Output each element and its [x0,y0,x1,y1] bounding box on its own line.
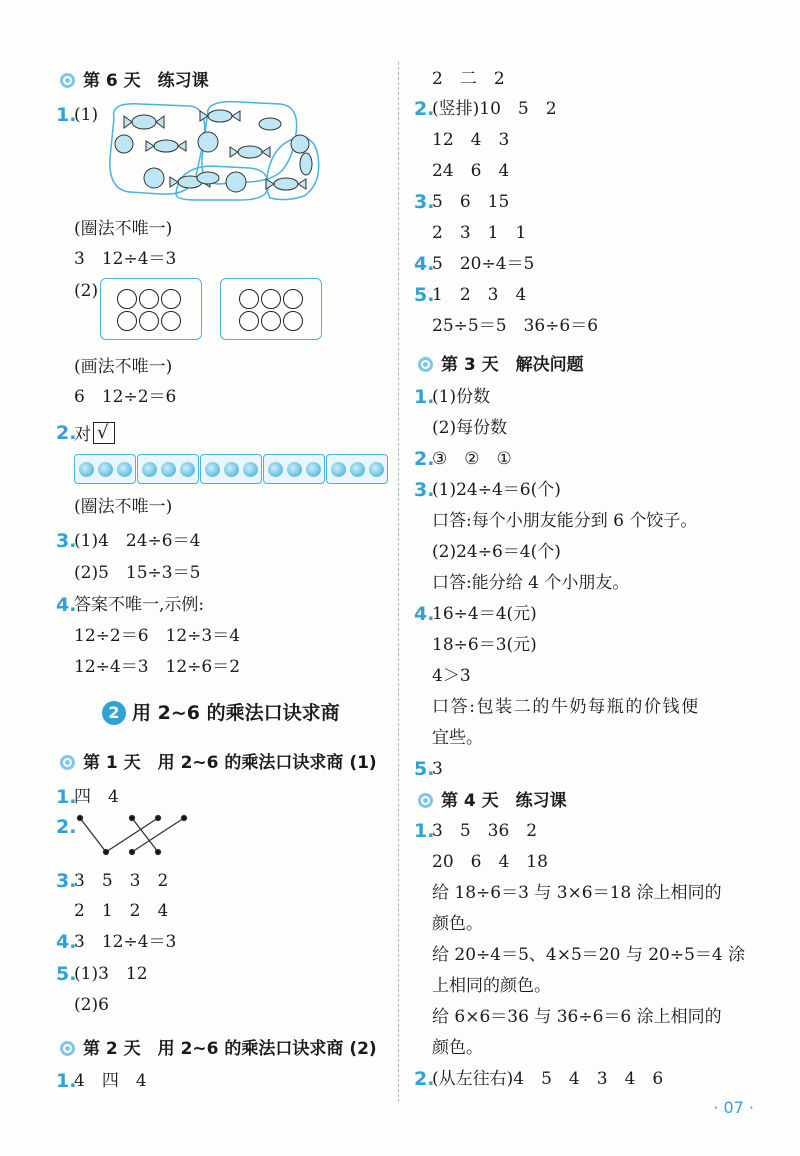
circle-shape [117,311,137,331]
answer-text: 给 18÷6＝3 与 3×6＝18 涂上相同的 [432,883,722,903]
answer-text: 颜色。 [432,914,483,934]
answer-text: 12÷4＝3 12÷6＝2 [74,657,241,677]
circle-shape [139,311,159,331]
question-number: 2. [414,1068,435,1090]
page-number: · 07 · [713,1098,754,1117]
section-heading-day3: 第 3 天 解决问题 [418,354,584,376]
bead-icon [369,462,384,477]
answer-text: (2)每份数 [432,418,508,438]
answer-text: 3 12÷4＝3 [74,932,177,952]
bead-icon [287,462,302,477]
chapter-heading: 2 用 2~6 的乘法口诀求商 [102,700,340,726]
circle-bullet-icon [60,1041,75,1056]
question-number: 1. [56,1070,77,1092]
bead-icon [331,462,346,477]
answer-text: 3 5 36 2 [432,821,538,841]
answer-text [74,422,115,446]
question-number: 3. [414,191,435,213]
bead-icon [205,462,220,477]
answer-text: 2 1 2 4 [74,901,169,921]
answer-text: 20 6 4 18 [432,852,548,872]
sub-label: (1) [74,105,99,125]
answer-text: 宜些。 [432,728,483,748]
question-number: 3. [414,479,435,501]
sub-label: (2) [74,281,99,301]
bead-group [137,454,199,484]
circle-shape [117,289,137,309]
answer-text: 12÷2＝6 12÷3＝4 [74,626,241,646]
bead-icon [243,462,258,477]
section-heading-day1: 第 1 天 用 2~6 的乘法口诀求商 (1) [60,752,377,774]
answer-text: 12 4 3 [432,130,510,150]
circle-shape [261,311,281,331]
answer-text: 上相同的颜色。 [432,976,551,996]
answer-text: (1)4 24÷6＝4 [74,531,201,551]
answer-text: (2)6 [74,995,109,1015]
bead-group [74,454,136,484]
answer-text: (2)5 15÷3＝5 [74,563,201,583]
answer-text: 3 [432,759,443,779]
circle-shape [239,289,259,309]
answer-word: 对 [74,425,91,445]
question-number: 3. [56,530,77,552]
answer-text: (从左往右)4 5 4 3 4 6 [432,1069,664,1089]
chapter-number-badge: 2 [102,701,126,725]
answer-text: 4 四 4 [74,1071,147,1091]
bead-icon [350,462,365,477]
section-heading-day2: 第 2 天 用 2~6 的乘法口诀求商 (2) [60,1038,377,1060]
answer-text: 6 12÷2＝6 [74,387,177,407]
question-number: 4. [56,594,77,616]
question-number: 2. [56,816,77,838]
section-heading-day4: 第 4 天 练习课 [418,790,567,812]
answer-text: (1)份数 [432,387,491,407]
answer-text: 2 3 1 1 [432,223,527,243]
answer-text: 口答:能分给 4 个小朋友。 [432,573,630,593]
bead-icon [306,462,321,477]
column-divider [398,62,399,1102]
answer-text: 给 6×6＝36 与 36÷6＝6 涂上相同的 [432,1007,722,1027]
circle-bullet-icon [60,73,75,88]
circle-bullet-icon [60,755,75,770]
bead-group [263,454,325,484]
bead-icon [79,462,94,477]
question-number: 1. [414,386,435,408]
circle-shape [283,311,303,331]
question-number: 4. [414,253,435,275]
bead-icon [117,462,132,477]
note-text: (圈法不唯一) [74,219,173,239]
answer-text: 颜色。 [432,1038,483,1058]
bead-group [326,454,388,484]
answer-text: 5 20÷4＝5 [432,254,535,274]
circle-group-box [220,278,322,340]
bead-icon [142,462,157,477]
question-number: 1. [414,820,435,842]
bead-group [200,454,262,484]
answer-text: 1 2 3 4 [432,285,527,305]
circle-shape [139,289,159,309]
matching-lines-figure [72,810,196,860]
note-text: (画法不唯一) [74,357,173,377]
answer-text: (竖排)10 5 2 [432,99,557,119]
answer-text: 口答:包装二的牛奶每瓶的价钱便 [432,697,700,717]
note-text: (圈法不唯一) [74,497,173,517]
bead-row-figure [74,454,390,484]
answer-text: ③ ② ① [432,449,512,469]
bead-icon [161,462,176,477]
bead-icon [268,462,283,477]
candy-grouping-figure [100,98,328,202]
checkbox [93,422,115,444]
answer-text: 5 6 15 [432,192,510,212]
answer-text: 25÷5＝5 36÷6＝6 [432,316,599,336]
circle-bullet-icon [418,793,433,808]
checkmark-icon: √ [97,422,109,443]
answer-text: 口答:每个小朋友能分到 6 个饺子。 [432,511,698,531]
question-number: 4. [56,931,77,953]
circle-shape [161,289,181,309]
circle-shape [161,311,181,331]
circle-group-box [100,278,202,340]
question-number: 4. [414,603,435,625]
answer-text: (2)24÷6＝4(个) [432,542,561,562]
answer-text: 24 6 4 [432,161,510,181]
answer-text: (1)24÷4＝6(个) [432,480,561,500]
answer-text: 4＞3 [432,666,471,686]
question-number: 1. [56,786,77,808]
circle-bullet-icon [418,357,433,372]
question-number: 2. [414,98,435,120]
answer-text: 3 12÷4＝3 [74,249,177,269]
question-number: 5. [56,963,77,985]
answer-text: 3 5 3 2 [74,871,169,891]
circle-shape [239,311,259,331]
question-number: 2. [56,422,77,444]
answer-text: 答案不唯一,示例: [74,595,205,615]
circle-shape [283,289,303,309]
question-number: 5. [414,284,435,306]
question-number: 2. [414,448,435,470]
question-number: 1. [56,104,77,126]
answer-text: 四 4 [74,787,119,807]
question-number: 3. [56,870,77,892]
section-heading-day6: 第 6 天 练习课 [60,70,209,92]
bead-icon [98,462,113,477]
answer-text: 16÷4＝4(元) [432,604,537,624]
answer-text: 18÷6＝3(元) [432,635,537,655]
bead-icon [180,462,195,477]
question-number: 5. [414,758,435,780]
circle-shape [261,289,281,309]
answer-text: 2 二 2 [432,69,505,89]
bead-icon [224,462,239,477]
answer-text: 给 20÷4＝5、4×5＝20 与 20÷5＝4 涂 [432,945,746,965]
answer-text: (1)3 12 [74,964,148,984]
